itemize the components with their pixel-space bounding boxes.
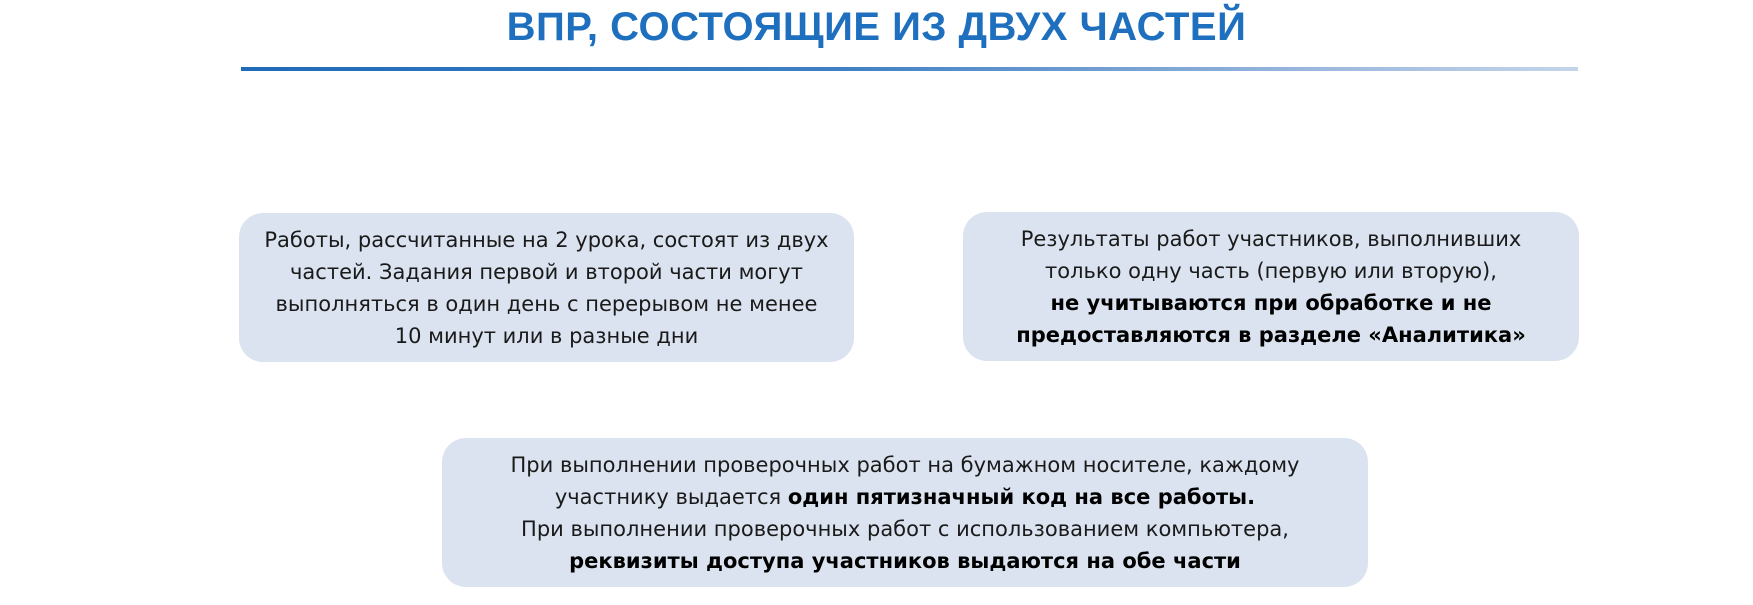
info-box-access-codes [442,438,1368,587]
box-bottom-line-2-bold: один пятизначный код на все работы. [787,484,1256,509]
box-right-bold-line-4: предоставляются в разделе «Аналитика» [1016,322,1526,347]
box-bottom-line-3: При выполнении проверочных работ с использованием компьютера, [521,516,1289,541]
box-right-line-1: Результаты работ участников, выполнивших [1020,226,1522,251]
box-bottom-line-1: При выполнении проверочных работ на бумажном носителе, каждому [510,452,1300,477]
box-left-line-1: Работы, рассчитанные на 2 урока, состоят из двух [264,227,829,252]
box-bottom-line-2-prefix: участнику выдается [554,484,788,509]
box-left-line-2: частей. Задания первой и второй части могут [290,259,803,284]
box-right-bold-line-3: не учитываются при обработке и не [1050,290,1492,315]
info-box-two-lessons [239,213,854,362]
title-underline [241,67,1578,71]
box-bottom-bold-line-4: реквизиты доступа участников выдаются на обе части [569,548,1241,573]
info-box-results [963,212,1579,361]
slide-title: ВПР, СОСТОЯЩИЕ ИЗ ДВУХ ЧАСТЕЙ [506,5,1247,49]
box-left-line-3: выполняться в один день с перерывом не менее [275,291,818,316]
box-left-line-4: 10 минут или в разные дни [394,323,699,348]
box-right-line-2: только одну часть (первую или вторую), [1045,258,1497,283]
